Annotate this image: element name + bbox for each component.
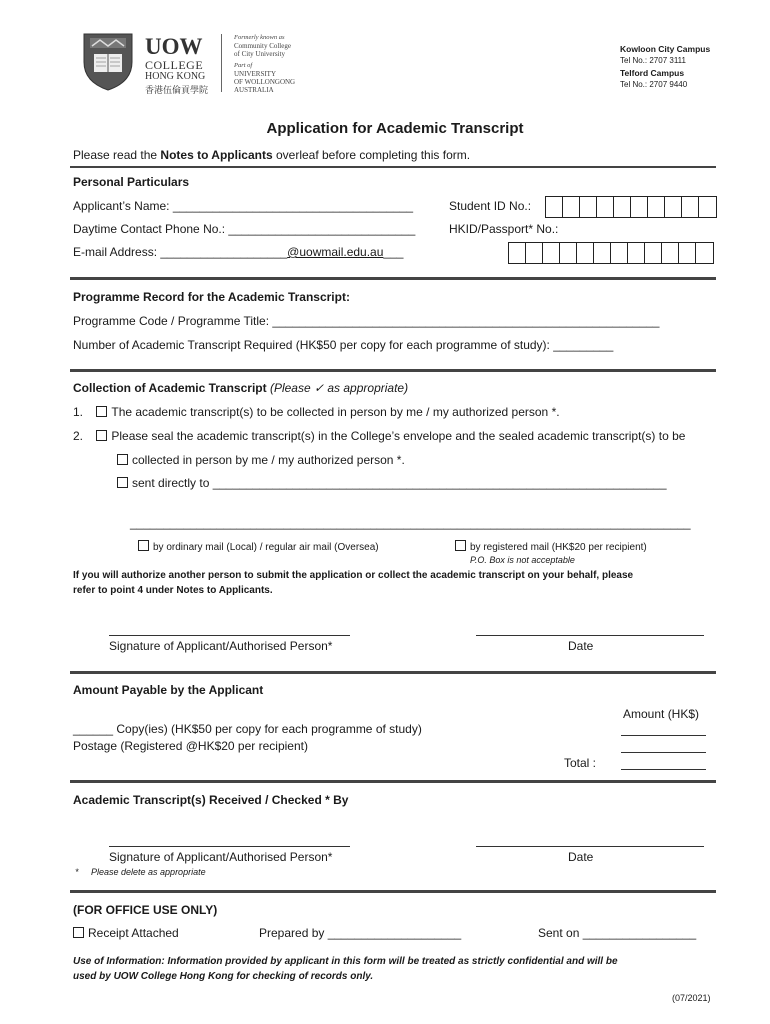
checkbox[interactable] — [73, 927, 84, 938]
received-date-line[interactable] — [476, 846, 704, 847]
formerly-label: Formerly known as — [234, 34, 285, 41]
divider — [70, 166, 716, 168]
personal-heading: Personal Particulars — [73, 175, 190, 189]
authorize-note-1: If you will authorize another person to submit the application or collect the academic transcript on your behalf, please — [73, 570, 634, 581]
receipt-attached-option[interactable]: Receipt Attached — [73, 926, 179, 940]
logo-chinese-name: 香港伍倫貢學院 — [145, 85, 209, 95]
checkbox[interactable] — [138, 540, 149, 551]
prepared-by-field[interactable]: Prepared by ____________________ — [259, 926, 462, 940]
checkbox[interactable] — [117, 454, 128, 465]
checkbox[interactable] — [96, 406, 107, 417]
hkid-label: HKID/Passport* No.: — [449, 222, 559, 236]
collection-option-2a[interactable]: collected in person by me / my authorized person *. — [117, 453, 405, 467]
received-signature-label: Signature of Applicant/Authorised Person* — [109, 850, 333, 864]
checkbox[interactable] — [455, 540, 466, 551]
amount-postage-line[interactable] — [621, 752, 706, 753]
formerly-name-2: of City University — [234, 50, 285, 58]
divider — [70, 369, 716, 372]
checkbox[interactable] — [117, 477, 128, 488]
ordinary-mail-option[interactable]: by ordinary mail (Local) / regular air mail (Oversea) — [138, 540, 379, 553]
divider — [70, 890, 716, 893]
date-label: Date — [568, 639, 594, 653]
received-date-label: Date — [568, 850, 594, 864]
total-label: Total : — [564, 756, 597, 770]
copies-field[interactable]: ______ Copy(ies) (HK$50 per copy for each programme of study) — [73, 722, 422, 736]
student-id-boxes[interactable] — [545, 196, 717, 218]
intro-text: Please read the Notes to Applicants overleaf before completing this form. — [73, 148, 471, 162]
postage-label: Postage (Registered @HK$20 per recipient) — [73, 739, 308, 753]
campus-telford-tel: Tel No.: 2707 9440 — [620, 80, 688, 89]
collection-option-1[interactable]: 1. The academic transcript(s) to be collected in person by me / my authorized person *. — [73, 405, 560, 419]
programme-code-field[interactable]: Programme Code / Programme Title: __________________________________________________________ — [73, 314, 660, 328]
partof-name-2: OF WOLLONGONG — [234, 78, 296, 86]
divider — [70, 277, 716, 280]
applicant-name-field[interactable]: Applicant’s Name: ____________________________________ — [73, 199, 414, 213]
amount-copies-line[interactable] — [621, 735, 706, 736]
signature-line[interactable] — [109, 635, 350, 636]
use-of-info-1: Use of Information: Information provided by applicant in this form will be treated as strictly confidential and will be — [73, 956, 618, 967]
formerly-name-1: Community College — [234, 42, 291, 50]
received-heading: Academic Transcript(s) Received / Checked * By — [73, 793, 349, 807]
hkid-boxes[interactable] — [508, 242, 714, 264]
footnote-star: * — [75, 867, 79, 877]
campus-kowloon-tel: Tel No.: 2707 3111 — [620, 56, 686, 65]
partof-label: Part of — [234, 62, 253, 69]
college-crest-icon — [82, 32, 134, 92]
partof-name-3: AUSTRALIA — [234, 86, 274, 94]
office-heading: (FOR OFFICE USE ONLY) — [73, 903, 218, 917]
authorize-note-2: refer to point 4 under Notes to Applicants. — [73, 585, 273, 596]
transcript-count-field[interactable]: Number of Academic Transcript Required (HK$50 per copy for each programme of study): _________ — [73, 338, 614, 352]
email-field[interactable]: E-mail Address: ___________________@uowmail.edu.au___ — [73, 245, 404, 259]
programme-heading: Programme Record for the Academic Transcript: — [73, 290, 350, 304]
sent-on-field[interactable]: Sent on _________________ — [538, 926, 697, 940]
amount-column-header: Amount (HK$) — [623, 707, 700, 721]
campus-telford-name: Telford Campus — [620, 68, 685, 78]
registered-mail-option[interactable]: by registered mail (HK$20 per recipient) — [455, 540, 647, 553]
collection-option-2b[interactable]: sent directly to ____________________________________________________________________ — [117, 476, 667, 490]
divider — [70, 780, 716, 783]
form-version: (07/2021) — [672, 993, 711, 1003]
signature-label: Signature of Applicant/Authorised Person* — [109, 639, 333, 653]
amount-heading: Amount Payable by the Applicant — [73, 683, 264, 697]
footnote-text: Please delete as appropriate — [91, 867, 206, 877]
logo-college: COLLEGE — [145, 58, 204, 72]
student-id-label: Student ID No.: — [449, 199, 532, 213]
collection-heading: Collection of Academic Transcript (Please ✓ as appropriate) — [73, 381, 409, 395]
use-of-info-2: used by UOW College Hong Kong for checking of records only. — [73, 971, 374, 982]
amount-total-line[interactable] — [621, 769, 706, 770]
phone-field[interactable]: Daytime Contact Phone No.: ____________________________ — [73, 222, 416, 236]
collection-option-2[interactable]: 2. Please seal the academic transcript(s) in the College’s envelope and the sealed academic transcript(s) to be — [73, 429, 686, 443]
logo-divider — [221, 34, 222, 92]
logo-uow: UOW — [145, 34, 203, 59]
checkbox[interactable] — [96, 430, 107, 441]
partof-name-1: UNIVERSITY — [234, 70, 276, 78]
address-line[interactable]: ____________________________________________________________________________________ — [130, 516, 691, 530]
po-box-note: P.O. Box is not acceptable — [470, 555, 575, 565]
received-signature-line[interactable] — [109, 846, 350, 847]
logo-hongkong: HONG KONG — [145, 71, 206, 82]
campus-kowloon-name: Kowloon City Campus — [620, 44, 711, 54]
date-line[interactable] — [476, 635, 704, 636]
divider — [70, 671, 716, 674]
page-title: Application for Academic Transcript — [266, 120, 524, 137]
